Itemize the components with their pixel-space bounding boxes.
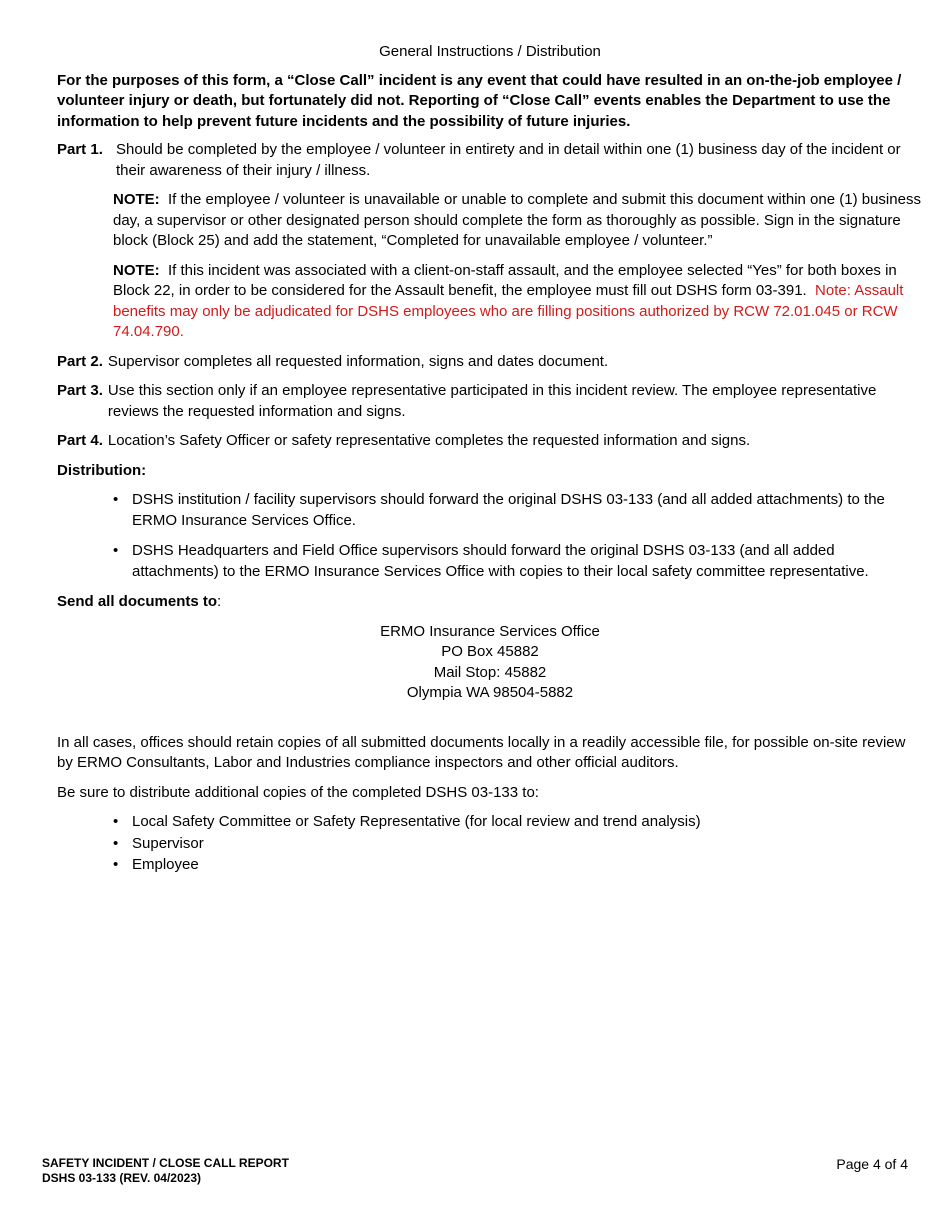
- copies-intro: Be sure to distribute additional copies of the completed DSHS 03-133 to:: [57, 783, 539, 801]
- part-1-label: Part 1.: [57, 141, 103, 158]
- part-2: [57, 352, 923, 373]
- distribution-list: [113, 490, 923, 582]
- distribution-item-text: DSHS institution / facility supervisors should forward the original DSHS 03-133 (and all added attachments) to the ERMO Insurance Services Office.: [132, 491, 885, 529]
- form-footer: [42, 1156, 289, 1186]
- bullet-icon: •: [113, 834, 119, 852]
- part-3-label: Part 3.: [57, 382, 103, 399]
- mailing-address: [57, 622, 923, 704]
- note-1-text: If the employee / volunteer is unavailable or unable to complete and submit this document within one (1) business day, a supervisor or other designated person should complete the form as thoroughly as possible. Sign in the signature block (Block 25) and add the statement, “Completed for unavailable employee / volunteer.”: [113, 191, 921, 249]
- list-item: [113, 812, 923, 833]
- copies-list: [113, 812, 923, 876]
- bullet-icon: •: [113, 813, 119, 830]
- list-item: [113, 834, 923, 855]
- address-line: PO Box 45882: [441, 643, 539, 660]
- page-number: Page 4 of 4: [836, 1156, 908, 1172]
- assault-benefit-note: Note: Assault benefits may only be adjudicated for DSHS employees who are filling positions authorized by RCW 72.01.045 or RCW 74.04.790.: [113, 282, 904, 340]
- copies-item-text: Supervisor: [132, 834, 204, 852]
- list-item: [113, 855, 923, 876]
- copies-item-text: Local Safety Committee or Safety Representative (for local review and trend analysis): [132, 813, 701, 830]
- bullet-icon: •: [113, 542, 119, 559]
- distribution-heading: Distribution:: [57, 461, 147, 479]
- send-to-colon: :: [217, 593, 222, 610]
- part-3-text: Use this section only if an employee representative participated in this incident review. The employee representative reviews the requested information and signs.: [107, 382, 877, 420]
- document-page: [57, 42, 923, 877]
- list-item: [113, 490, 923, 531]
- address-line: Olympia WA 98504-5882: [406, 684, 574, 701]
- part-4-label: Part 4.: [57, 432, 103, 449]
- list-item: [113, 541, 923, 582]
- bullet-icon: •: [113, 856, 119, 873]
- form-title: SAFETY INCIDENT / CLOSE CALL REPORT: [42, 1156, 289, 1170]
- part-2-label: Part 2.: [57, 352, 103, 370]
- send-to-line: [57, 592, 923, 613]
- part-3: [57, 381, 923, 422]
- page-title: General Instructions / Distribution: [379, 43, 601, 60]
- part-1-note-1: [113, 190, 923, 252]
- bullet-icon: •: [113, 491, 119, 508]
- send-to-heading: Send all documents to: [57, 593, 218, 610]
- note-2-text: If this incident was associated with a client-on-staff assault, and the employee selected “Yes” for both boxes in Block 22, in order to be considered for the Assault benefit, the employee must fill out DSHS form 03-391.: [113, 261, 897, 299]
- part-2-text: Supervisor completes all requested information, signs and dates document.: [107, 352, 609, 370]
- part-4-text: Location’s Safety Officer or safety representative completes the requested information and signs.: [107, 432, 751, 449]
- address-line: ERMO Insurance Services Office: [380, 622, 600, 640]
- part-1: [57, 140, 923, 181]
- form-number: DSHS 03-133 (REV. 04/2023): [42, 1171, 201, 1185]
- intro-paragraph: For the purposes of this form, a “Close Call” incident is any event that could have resulted in an on-the-job employee / volunteer injury or death, but fortunately did not. Reporting of “Close Call” events enables the Department to use the information to help prevent future incidents and the possibility of future injuries.: [57, 71, 902, 130]
- note-1-label: NOTE:: [113, 191, 160, 208]
- note-2-label: NOTE:: [113, 261, 160, 279]
- retain-copies-paragraph: In all cases, offices should retain copies of all submitted documents locally in a readily accessible file, for possible on-site review by ERMO Consultants, Labor and Industries compliance inspectors and other official auditors.: [57, 733, 906, 771]
- part-1-text: Should be completed by the employee / volunteer in entirety and in detail within one (1) business day of the incident or their awareness of their injury / illness.: [116, 141, 901, 179]
- address-line: Mail Stop: 45882: [433, 663, 547, 681]
- part-1-note-2: [113, 261, 923, 343]
- part-4: [57, 431, 923, 452]
- distribution-item-text: DSHS Headquarters and Field Office supervisors should forward the original DSHS 03-133 (and all added attachments) to the ERMO Insurance Services Office with copies to their local safety committee representative.: [132, 542, 869, 580]
- copies-item-text: Employee: [132, 856, 199, 873]
